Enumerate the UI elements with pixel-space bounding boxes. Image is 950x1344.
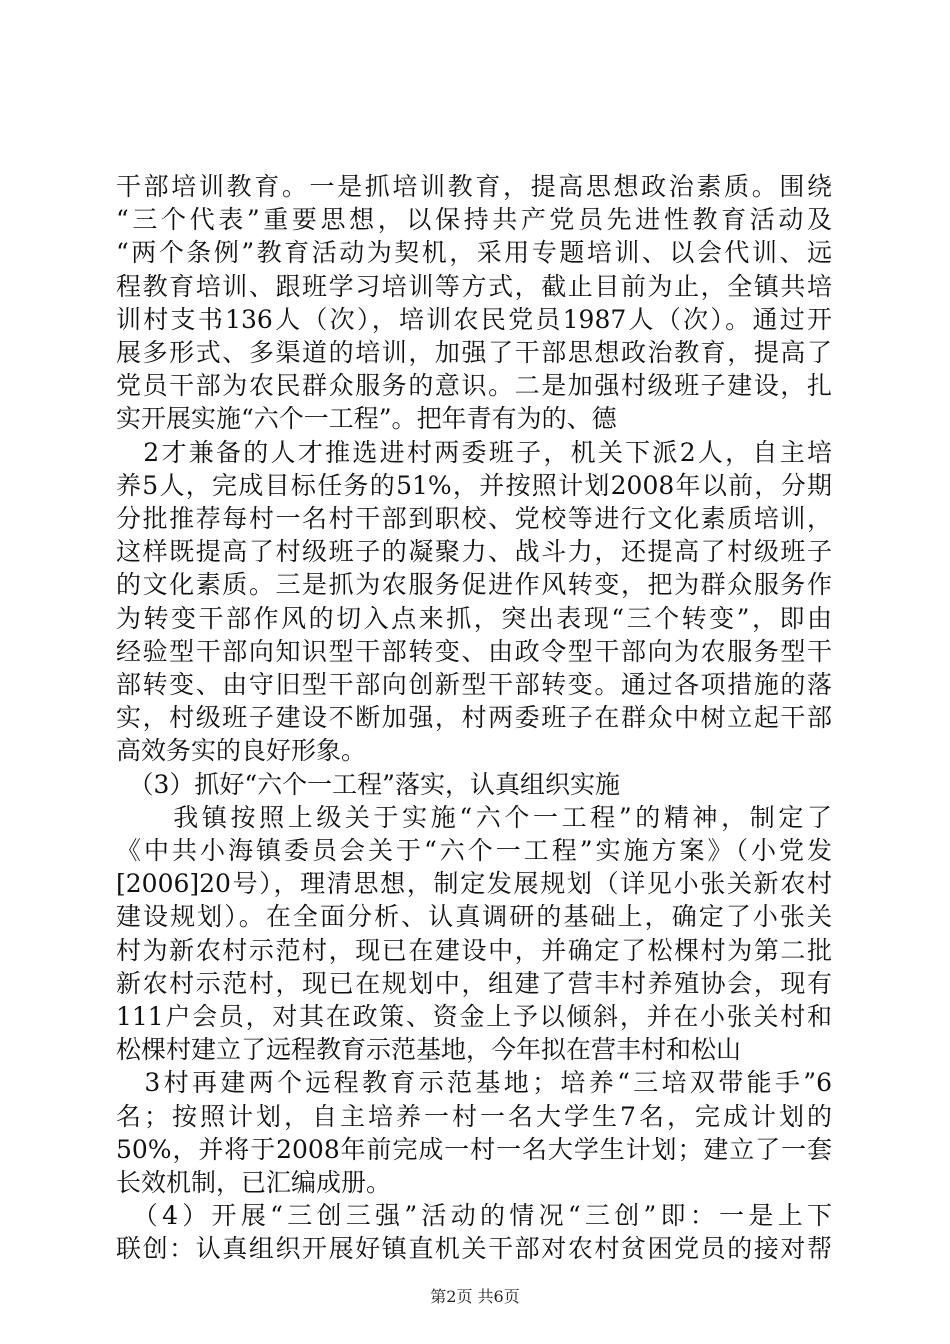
text-line: 养5人，完成目标任务的51%，并按照计划2008年以前，分期 <box>116 470 832 500</box>
text-line: 建设规划）。在全面分析、认真调研的基础上，确定了小张关 <box>116 902 832 932</box>
text-line: （4）开展“三创三强”活动的情况“三创”即：一是上下 <box>116 1201 832 1231</box>
text-line: 部转变、由守旧型干部向创新型干部转变。通过各项措施的落 <box>116 670 832 699</box>
text-line: 干部培训教育。一是抓培训教育，提高思想政治素质。围绕 <box>116 172 832 201</box>
text-line: 新农村示范村，现已在规划中，组建了营丰村养殖协会，现有 <box>116 968 832 998</box>
text-line: 松棵村建立了远程教育示范基地，今年拟在营丰村和松山 <box>116 1035 742 1065</box>
text-line: 长效机制，已汇编成册。 <box>116 1168 392 1197</box>
text-line: 111户会员，对其在政策、资金上予以倾斜，并在小张关村和 <box>116 1002 832 1031</box>
text-line: 名；按照计划，自主培养一村一名大学生7名，完成计划的 <box>116 1101 832 1131</box>
text-line: “两个条例”教育活动为契机，采用专题培训、以会代训、远 <box>116 238 832 268</box>
text-line: 我镇按照上级关于实施“六个一工程”的精神，制定了 <box>116 802 832 832</box>
text-line: 训村支书136人（次），培训农民党员1987人（次）。通过开 <box>116 304 832 334</box>
text-line: 联创：认真组织开展好镇直机关干部对农村贫困党员的接对帮 <box>116 1234 832 1264</box>
text-line: 50%，并将于2008年前完成一村一名大学生计划；建立了一套 <box>116 1134 832 1164</box>
text-line: 《中共小海镇委员会关于“六个一工程”实施方案》（小党发 <box>116 836 832 865</box>
text-line: 党员干部为农民群众服务的意识。二是加强村级班子建设，扎 <box>116 371 832 401</box>
text-line: 为转变干部作风的切入点来抓，突出表现“三个转变”，即由 <box>116 603 832 633</box>
text-line: 实，村级班子建设不断加强，村两委班子在群众中树立起干部 <box>116 703 832 733</box>
text-line: 的文化素质。三是抓为农服务促进作风转变，把为群众服务作 <box>116 570 832 600</box>
text-line: [2006]20号），理清思想，制定发展规划（详见小张关新农村 <box>116 869 832 899</box>
text-line: 经验型干部向知识型干部转变、由政令型干部向为农服务型干 <box>116 636 832 666</box>
text-line: 分批推荐每村一名村干部到职校、党校等进行文化素质培训， <box>116 504 832 533</box>
section-heading: （3）抓好“六个一工程”落实，认真组织实施 <box>116 769 620 799</box>
text-line: 2才兼备的人才推选进村两委班子，机关下派2人，自主培 <box>116 437 832 467</box>
text-line: 村为新农村示范村，现已在建设中，并确定了松棵村为第二批 <box>116 935 832 965</box>
text-line: 程教育培训、跟班学习培训等方式，截止目前为止，全镇共培 <box>116 271 832 301</box>
text-line: “三个代表”重要思想，以保持共产党员先进性教育活动及 <box>116 205 832 235</box>
text-line: 实开展实施“六个一工程”。把年青有为的、德 <box>116 404 617 434</box>
page-number-footer: 第2页 共6页 <box>430 1287 520 1306</box>
text-line: 高效务实的良好形象。 <box>116 736 367 766</box>
text-line: 展多形式、多渠道的培训，加强了干部思想政治教育，提高了 <box>116 338 832 367</box>
text-line: 这样既提高了村级班子的凝聚力、战斗力，还提高了村级班子 <box>116 537 832 567</box>
text-line: 3村再建两个远程教育示范基地；培养“三培双带能手”6 <box>116 1068 832 1098</box>
